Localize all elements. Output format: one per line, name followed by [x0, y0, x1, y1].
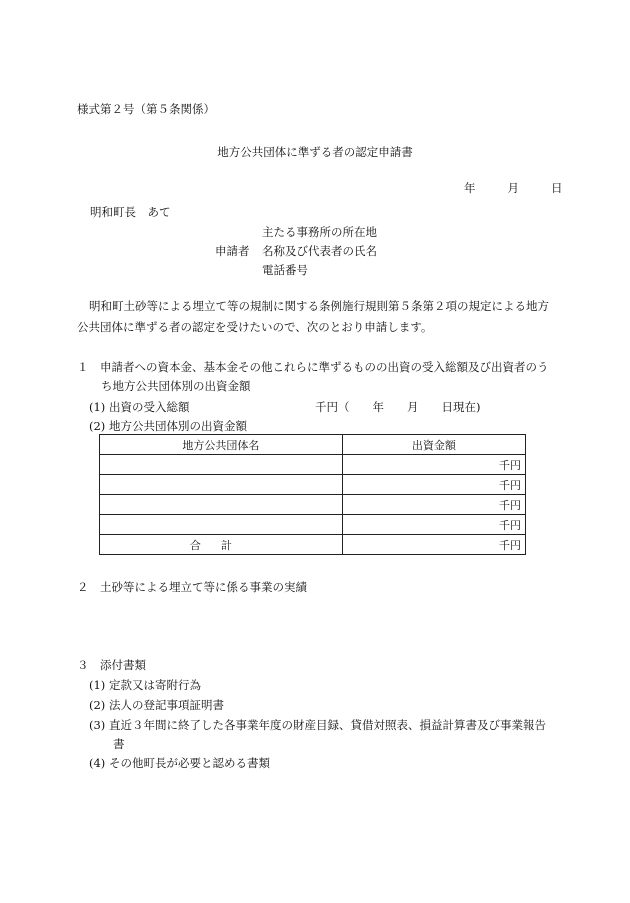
- attachment-item: (4) その他町長が必要と認める書類: [89, 756, 270, 770]
- table-total-label: 合計: [100, 535, 343, 555]
- date-year[interactable]: 年: [464, 181, 476, 195]
- form-number: 様式第２号（第５条関係）: [77, 102, 215, 116]
- table-cell-name[interactable]: [100, 475, 343, 495]
- document-title: 地方公共団体に準ずる者の認定申請書: [217, 145, 413, 159]
- table-total-row: [100, 535, 526, 555]
- address-label: 主たる事務所の所在地: [262, 225, 377, 239]
- attachment-item: (1) 定款又は寄附行為: [89, 678, 201, 692]
- table-row: [100, 475, 526, 495]
- table-cell-amount[interactable]: 千円: [342, 475, 525, 495]
- table-cell-amount[interactable]: 千円: [342, 515, 525, 535]
- section1-title: １ 申請者への資本金、基本金その他これらに準ずるものの出資の受入総額及び出資者のうち地方公共団体別の出資金額: [77, 360, 549, 393]
- section3-title: ３ 添付書類: [77, 658, 146, 672]
- attachment-item: (2) 法人の登記事項証明書: [89, 698, 224, 712]
- section1-item1-unit[interactable]: 千円（ 年 月 日現在): [315, 400, 481, 414]
- name-label: 名称及び代表者の氏名: [262, 244, 377, 258]
- section1-item2-label: (2) 地方公共団体別の出資金額: [89, 419, 247, 433]
- section1-item1-label: (1) 出資の受入総額: [89, 400, 190, 414]
- table-row: [100, 495, 526, 515]
- table-header-name: 地方公共団体名: [100, 435, 343, 455]
- attachment-item: (3) 直近３年間に終了した各事業年度の財産目録、貸借対照表、損益計算書及び事業報告書: [89, 718, 546, 751]
- table-cell-name[interactable]: [100, 455, 343, 475]
- date-day[interactable]: 日: [551, 181, 563, 195]
- table-cell-name[interactable]: [100, 495, 343, 515]
- table-row: [100, 515, 526, 535]
- tel-label: 電話番号: [262, 263, 308, 277]
- table-cell-amount[interactable]: 千円: [342, 455, 525, 475]
- body-text: 明和町土砂等による埋立て等の規制に関する条例施行規則第５条第２項の規定による地方公共団体に準ずる者の認定を受けたいので、次のとおり申請します。: [77, 299, 549, 334]
- investment-table: [99, 434, 526, 555]
- date-line: [464, 180, 563, 196]
- applicant-label: 申請者: [215, 244, 250, 258]
- addressee: 明和町長 あて: [90, 205, 171, 219]
- date-month[interactable]: 月: [507, 181, 519, 195]
- table-cell-amount[interactable]: 千円: [342, 495, 525, 515]
- section2-title: ２ 土砂等による埋立て等に係る事業の実績: [77, 580, 307, 594]
- table-total-amount[interactable]: 千円: [342, 535, 525, 555]
- table-cell-name[interactable]: [100, 515, 343, 535]
- table-row: [100, 455, 526, 475]
- table-header-amount: 出資金額: [342, 435, 525, 455]
- table-header-row: [100, 435, 526, 455]
